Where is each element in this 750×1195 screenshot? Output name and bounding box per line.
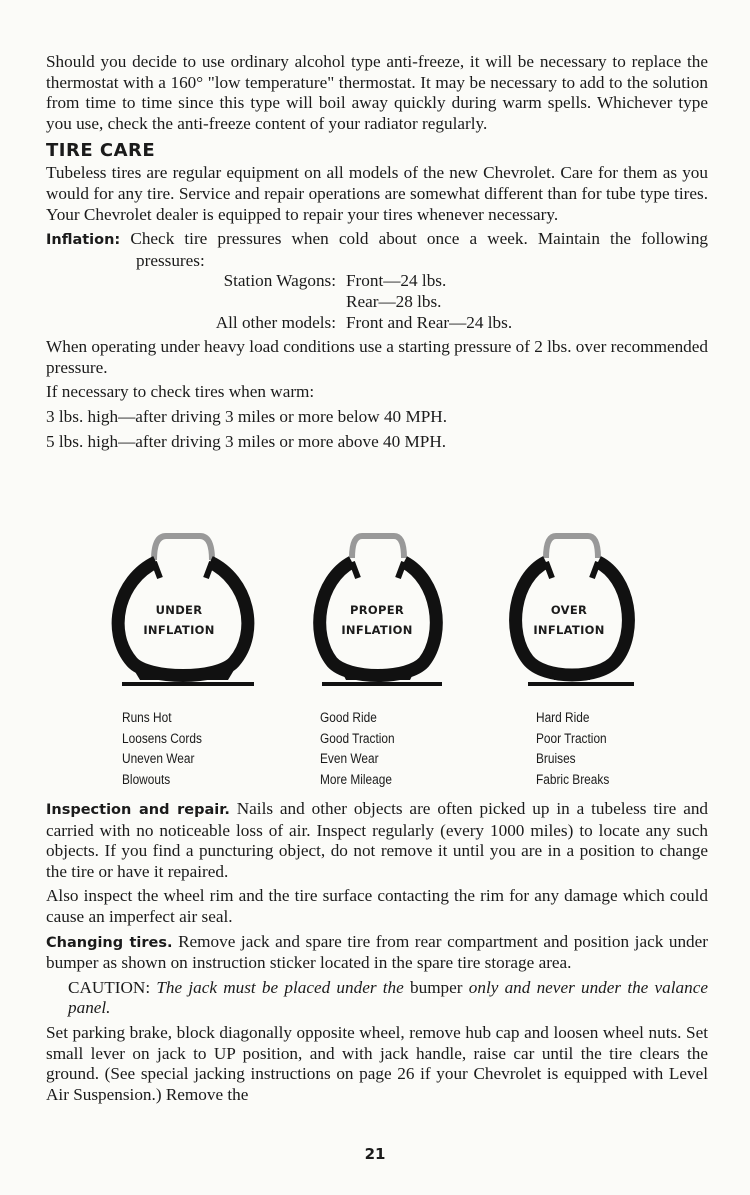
caution-italic: The jack must be placed under the — [156, 977, 404, 997]
tire-label: INFLATION — [533, 623, 605, 637]
tire-effect: Poor Traction — [536, 730, 607, 746]
inflation-paragraph — [46, 229, 708, 271]
tire-effect: Fabric Breaks — [536, 771, 610, 787]
tire-care-heading: TIRE CARE — [46, 140, 156, 162]
caution-normal: bumper — [410, 977, 463, 997]
jacking-paragraph: Set parking brake, block diagonally opposite wheel, remove hub cap and loosen wheel nuts. Set small lever on jack to UP position, and with jack handle, raise car until the tire clears the ground. (See special jacking instructions on page 26 if your Chevrolet is equipped with Level Air Suspension.) Remove the — [46, 1022, 708, 1104]
pressure-value: Front and Rear—24 lbs. — [346, 312, 513, 332]
tire-effect: More Mileage — [320, 771, 392, 787]
tire-effect: Even Wear — [320, 751, 379, 766]
inspection-lead: Inspection and repair. — [46, 802, 230, 818]
pressure-label: Station Wagons: — [223, 271, 336, 291]
inflation-lead: Inflation: — [46, 232, 121, 249]
heavy-load-paragraph: When operating under heavy load conditions use a starting pressure of 2 lbs. over recommended pressure. — [46, 337, 708, 377]
tire-effect: Runs Hot — [122, 710, 172, 725]
pressure-value: Rear—28 lbs. — [346, 291, 442, 311]
pressure-value: Front—24 lbs. — [346, 271, 447, 291]
warm-check-line: 3 lbs. high—after driving 3 miles or more below 40 MPH. — [46, 406, 447, 426]
tire-label: OVER — [550, 603, 588, 617]
caution-label: CAUTION: — [68, 977, 151, 997]
page-number: 21 — [364, 1145, 386, 1163]
pressure-label — [46, 292, 346, 313]
tire-effect: Bruises — [536, 751, 576, 766]
tire-inflation-diagram — [46, 522, 708, 802]
warm-check-line: 5 lbs. high—after driving 3 miles or more above 40 MPH. — [46, 431, 447, 451]
tire-over-inflation — [494, 522, 664, 787]
antifreeze-paragraph: Should you decide to use ordinary alcohol type anti-freeze, it will be necessary to replace the thermostat with a 160° "low temperature" thermostat. It may be necessary to add to the solution from time to time since this type will boil away quickly during warm spells. Whichever type you use, check the anti-freeze content of your radiator regularly. — [46, 52, 708, 133]
manual-page — [46, 52, 709, 1104]
tire-under-inflation — [104, 522, 274, 787]
inspection-paragraph — [46, 799, 708, 882]
changing-paragraph — [46, 932, 708, 974]
changing-text: Remove jack and spare tire from rear compartment and position jack under bumper as shown on instruction sticker located in the spare tire storage area. — [46, 931, 709, 973]
tire-proper-inflation — [302, 522, 472, 787]
inflation-text: Check tire pressures when cold about once a week. Maintain the following pressures: — [130, 229, 709, 270]
warm-check-line: If necessary to check tires when warm: — [46, 382, 315, 402]
tire-label: INFLATION — [341, 623, 413, 637]
changing-lead: Changing tires. — [46, 934, 173, 951]
inspection-text: Nails and other objects are often picked up in a tubeless tire and carried with no noticeable loss of air. Inspect regularly (every 1000 miles) to locate any such objects. If you find a puncturing object, do not remove it until you are in a position to change the tire or have it repaired. — [46, 799, 709, 881]
lower-text — [46, 799, 708, 1105]
tire-label: UNDER — [155, 603, 203, 617]
tire-effect: Hard Ride — [536, 710, 590, 725]
tire-label: PROPER — [350, 603, 404, 617]
tire-effect: Loosens Cords — [122, 730, 202, 746]
tire-effect: Good Ride — [320, 710, 377, 725]
tire-effect: Blowouts — [122, 771, 171, 787]
tire-label: INFLATION — [143, 623, 215, 637]
tire-intro-paragraph: Tubeless tires are regular equipment on all models of the new Chevrolet. Care for them as you would for any tire. Service and repair operations are somewhat different than for tube type tires. Your Chevrolet dealer is equipped to repair your tires whenever necessary. — [46, 163, 708, 224]
pressure-label: All other models: — [215, 312, 336, 332]
caution-paragraph — [46, 978, 708, 1019]
pressure-table — [46, 271, 708, 333]
tire-effect: Good Traction — [320, 730, 395, 746]
rim-paragraph: Also inspect the wheel rim and the tire surface contacting the rim for any damage which could cause an imperfect air seal. — [46, 886, 708, 926]
tire-effect: Uneven Wear — [122, 751, 195, 766]
caution-italic: only and never under the valance panel. — [68, 977, 708, 1018]
